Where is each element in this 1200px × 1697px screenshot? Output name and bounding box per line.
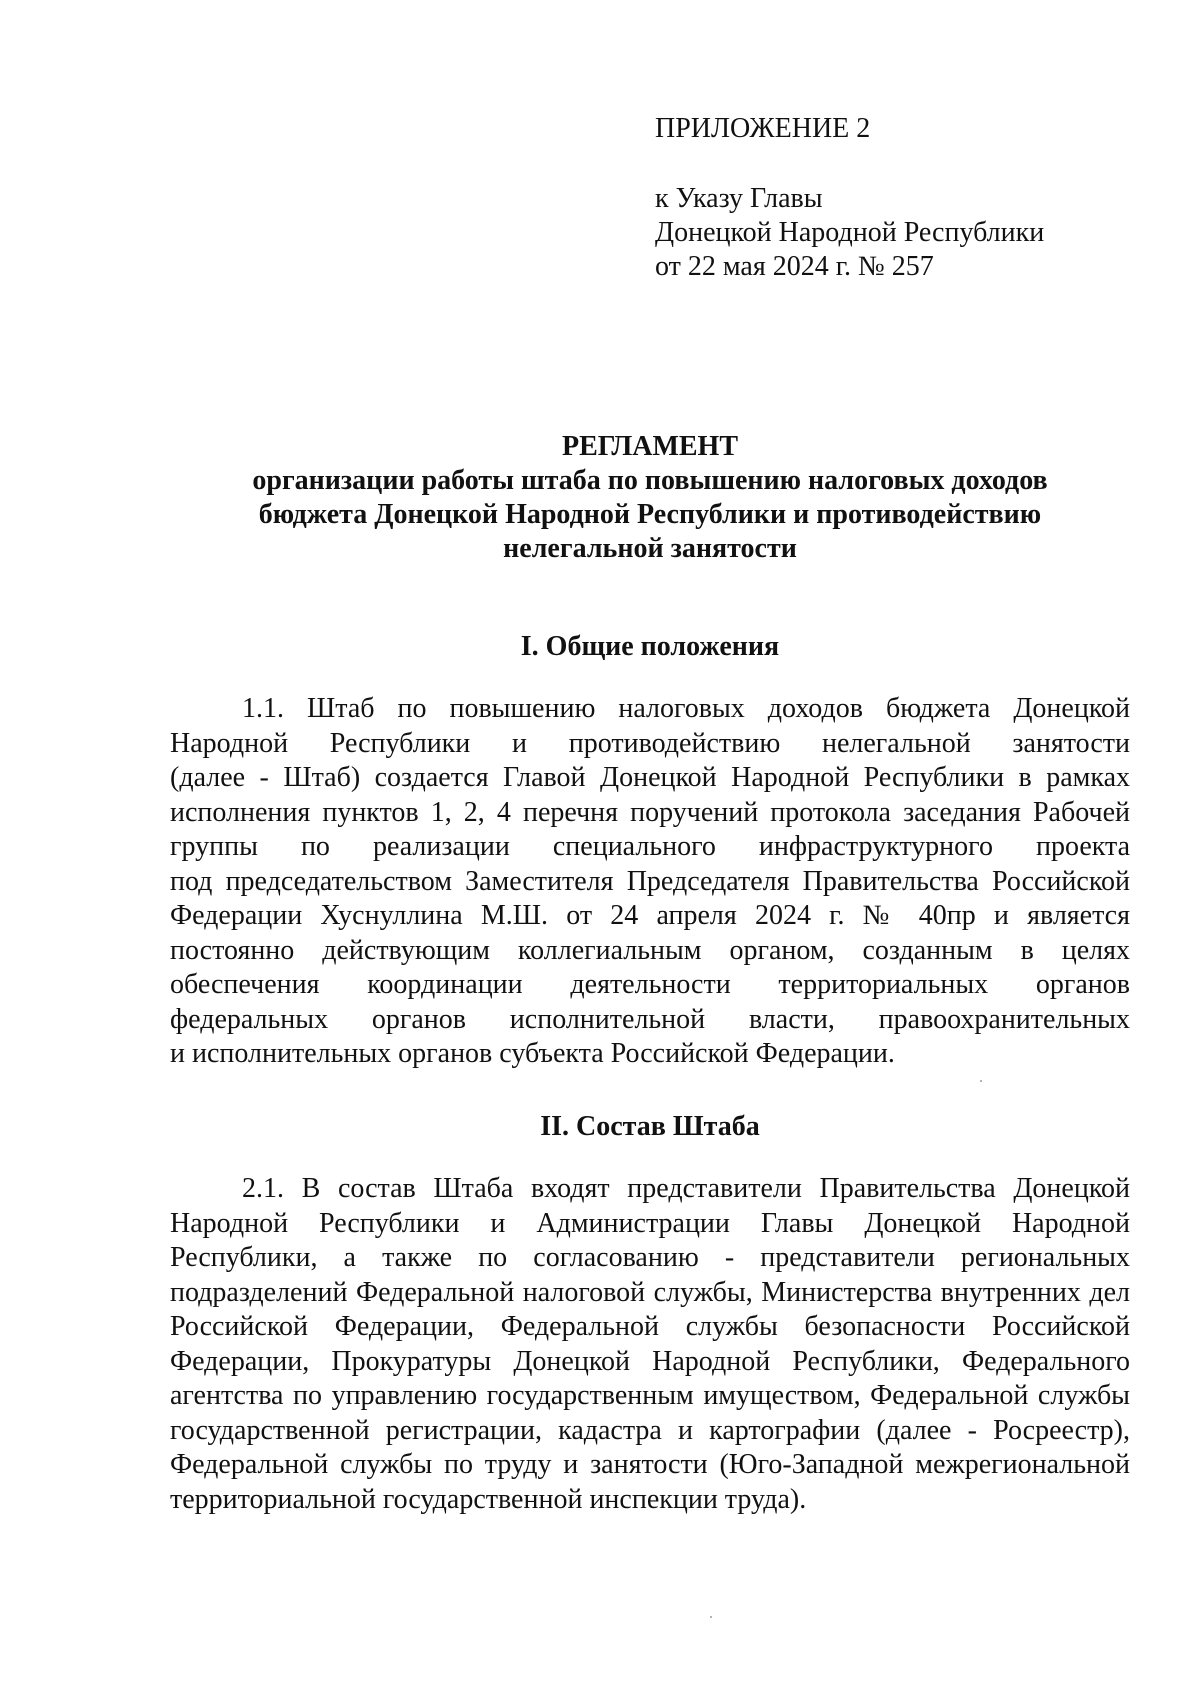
paragraph-1-1 [170, 692, 1130, 1072]
document-subtitle-line: бюджета Донецкой Народной Республики и противодействию [258, 499, 1042, 530]
appendix-ref-line: к Указу Главы [655, 183, 823, 214]
paragraph-2-1 [170, 1172, 1130, 1517]
paragraph-line: Народной Республики и противодействию нелегальной занятости [170, 727, 1130, 759]
paragraph-line: Федерации, Прокуратуры Донецкой Народной Республики, Федерального [170, 1345, 1130, 1377]
paragraph-line: и исполнительных органов субъекта Российской Федерации. [170, 1038, 895, 1069]
paragraph-line: под председательством Заместителя Председателя Правительства Российской [170, 865, 1130, 897]
appendix-block [655, 112, 1125, 284]
paragraph-line: агентства по управлению государственным имуществом, Федеральной службы [170, 1380, 1130, 1411]
document-title-block [170, 430, 1130, 566]
paragraph-line: группы по реализации специального инфраструктурного проекта [170, 831, 1130, 862]
paragraph-line: Федеральной службы по труду и занятости (Юго-Западной межрегиональной [170, 1449, 1130, 1480]
paragraph-line: постоянно действующим коллегиальным органом, созданным в целях [170, 934, 1130, 966]
document-title: РЕГЛАМЕНТ [561, 431, 738, 462]
paragraph-line: Российской Федерации, Федеральной службы безопасности Российской [170, 1311, 1130, 1342]
paragraph-line: Федерации Хуснуллина М.Ш. от 24 апреля 2024 г. № 40пр и является [170, 900, 1130, 931]
paragraph-line: государственной регистрации, кадастра и картографии (далее - Росреестр), [170, 1414, 1130, 1446]
appendix-ref-line: Донецкой Народной Республики [655, 217, 1045, 248]
paragraph-line: Народной Республики и Администрации Главы Донецкой Народной [170, 1207, 1130, 1239]
paragraph-line: территориальной государственной инспекции труда). [170, 1483, 807, 1515]
scan-speck [980, 1080, 982, 1082]
paragraph-line: исполнения пунктов 1, 2, 4 перечня поручений протокола заседания Рабочей [170, 796, 1130, 828]
document-subtitle-line: организации работы штаба по повышению налоговых доходов [252, 465, 1048, 496]
section-heading-general: I. Общие положения [520, 631, 780, 662]
paragraph-line: обеспечения координации деятельности территориальных органов [170, 969, 1130, 1000]
paragraph-line: 2.1. В состав Штаба входят представители Правительства Донецкой [242, 1173, 1130, 1204]
appendix-label: ПРИЛОЖЕНИЕ 2 [655, 113, 871, 144]
scan-speck [710, 1616, 712, 1618]
appendix-ref-line: от 22 мая 2024 г. № 257 [655, 251, 934, 282]
paragraph-line: Республики, а также по согласованию - представители региональных [170, 1242, 1130, 1273]
paragraph-line: (далее - Штаб) создается Главой Донецкой Народной Республики в рамках [170, 762, 1130, 793]
section-heading-composition: II. Состав Штаба [540, 1111, 760, 1142]
paragraph-line: федеральных органов исполнительной власти, правоохранительных [170, 1003, 1130, 1035]
document-subtitle-line: нелегальной занятости [503, 533, 797, 564]
paragraph-line: 1.1. Штаб по повышению налоговых доходов бюджета Донецкой [242, 693, 1130, 724]
paragraph-line: подразделений Федеральной налоговой службы, Министерства внутренних дел [170, 1276, 1130, 1308]
